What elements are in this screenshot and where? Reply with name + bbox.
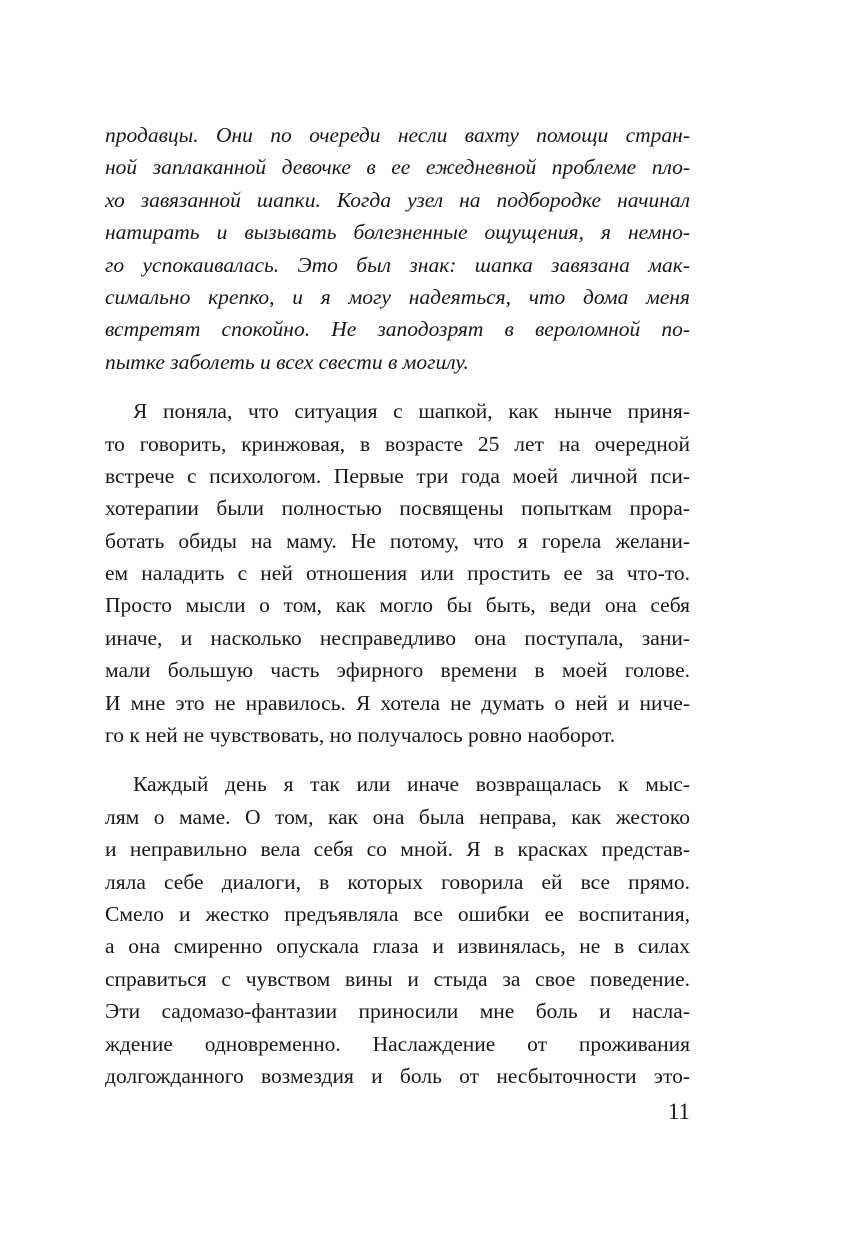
text-line: Эти садомазо-фантазии приносили мне боль и насла-	[105, 999, 690, 1024]
paragraph	[105, 768, 690, 1092]
text-line: и неправильно вела себя со мной. Я в красках представ-	[105, 837, 690, 862]
text-line: натирать и вызывать болезненные ощущения, я немно-	[105, 220, 690, 245]
text-line: встретят спокойно. Не заподозрят в вероломной по-	[105, 317, 690, 342]
text-line: Просто мысли о том, как могло бы быть, веди она себя	[105, 593, 690, 618]
text-line: ждение одновременно. Наслаждение от проживания	[105, 1031, 690, 1056]
text-line: ной заплаканной девочке в ее ежедневной проблеме пло-	[105, 155, 690, 180]
text-line: Смело и жестко предъявляла все ошибки ее воспитания,	[105, 901, 690, 926]
text-line: мали большую часть эфирного времени в моей голове.	[105, 658, 690, 683]
text-line: иначе, и насколько несправедливо она поступала, зани-	[105, 625, 690, 650]
text-line: справиться с чувством вины и стыда за свое поведение.	[105, 966, 690, 991]
text-line: симально крепко, и я могу надеяться, что дома меня	[105, 284, 690, 309]
text-line: лям о маме. О том, как она была неправа, как жестоко	[105, 804, 690, 829]
text-line: И мне это не нравилось. Я хотела не думать о ней и ниче-	[105, 690, 690, 715]
text-line: го успокаивалась. Это был знак: шапка завязана мак-	[105, 252, 690, 277]
text-line: ляла себе диалоги, в которых говорила ей все прямо.	[105, 869, 690, 894]
text-line: го к ней не чувствовать, но получалось ровно наоборот.	[105, 723, 616, 748]
text-line: Каждый день я так или иначе возвращалась к мыс-	[133, 772, 690, 797]
text-line: хо завязанной шапки. Когда узел на подбородке начинал	[105, 187, 690, 212]
text-line: пытке заболеть и всех свести в могилу.	[105, 349, 469, 374]
paragraph	[105, 119, 690, 378]
text-line: ботать обиды на маму. Не потому, что я горела желани-	[105, 528, 690, 553]
text-line: долгожданного возмездия и боль от несбыточности это-	[105, 1063, 690, 1088]
text-line: Я поняла, что ситуация с шапкой, как нынче приня-	[133, 399, 690, 424]
text-line: то говорить, кринжовая, в возрасте 25 лет на очередной	[105, 431, 690, 456]
text-line: а она смиренно опускала глаза и извинялась, не в силах	[105, 934, 690, 959]
text-line: ем наладить с ней отношения или простить ее за что-то.	[105, 561, 690, 586]
text-block	[105, 119, 690, 1092]
text-line: хотерапии были полностью посвящены попыткам прора-	[105, 496, 690, 521]
text-line: встрече с психологом. Первые три года моей личной пси-	[105, 463, 690, 488]
paragraph	[105, 395, 690, 751]
text-line: продавцы. Они по очереди несли вахту помощи стран-	[105, 123, 690, 147]
page-number: 11	[667, 1099, 690, 1124]
